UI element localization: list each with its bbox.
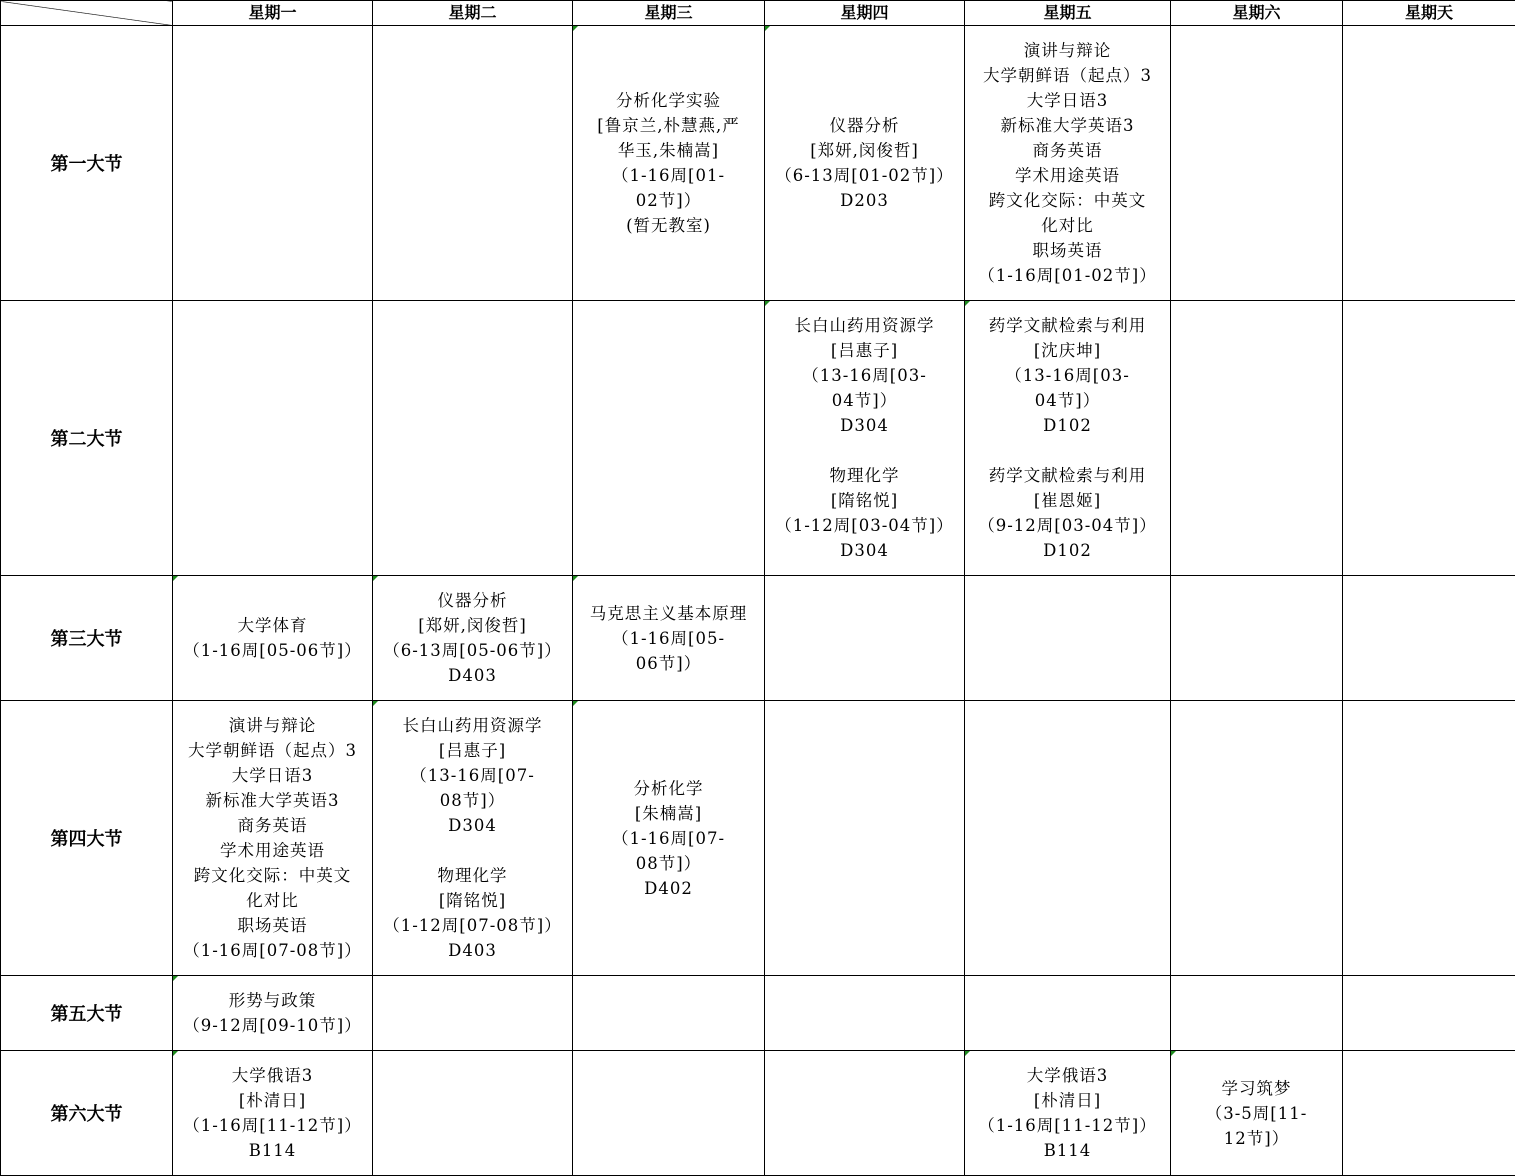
course-cell[interactable] <box>373 976 573 1051</box>
period-row <box>1 1051 1515 1176</box>
course-cell[interactable] <box>1171 26 1343 301</box>
course-cell[interactable] <box>373 26 573 301</box>
course-cell[interactable] <box>373 576 573 701</box>
period-label: 第五大节 <box>1 976 173 1051</box>
course-text: 演讲与辩论 大学朝鲜语（起点）3 大学日语3 新标准大学英语3 商务英语 学术用途英语 跨文化交际：中英文 化对比 职场英语 （1-16周[07-08节]） <box>183 716 362 960</box>
period-label: 第一大节 <box>1 26 173 301</box>
course-cell[interactable] <box>1343 301 1515 576</box>
course-text: 大学俄语3 [朴清日] （1-16周[11-12节]） B114 <box>183 1066 362 1160</box>
comment-marker <box>173 1051 178 1056</box>
course-cell[interactable] <box>173 976 373 1051</box>
course-cell[interactable] <box>173 576 373 701</box>
course-cell[interactable] <box>1171 701 1343 976</box>
course-text: 大学俄语3 [朴清日] （1-16周[11-12节]） B114 <box>978 1066 1157 1160</box>
comment-marker <box>965 301 970 306</box>
course-cell[interactable] <box>173 301 373 576</box>
period-label: 第二大节 <box>1 301 173 576</box>
course-text: 长白山药用资源学 [吕惠子] （13-16周[07- 08节]） D304 物理化学 [隋铭悦] （1-12周[07-08节]） D403 <box>383 716 562 960</box>
course-cell[interactable] <box>765 301 965 576</box>
course-cell[interactable] <box>1343 576 1515 701</box>
comment-marker <box>173 976 178 981</box>
course-cell[interactable] <box>965 301 1171 576</box>
day-header-sat: 星期六 <box>1171 1 1343 26</box>
course-text: 长白山药用资源学 [吕惠子] （13-16周[03- 04节]） D304 物理化学 [隋铭悦] （1-12周[03-04节]） D304 <box>775 316 954 560</box>
course-text: 分析化学 [朱楠嵩] （1-16周[07- 08节]） D402 <box>611 778 726 898</box>
comment-marker <box>765 301 770 306</box>
course-cell[interactable] <box>373 1051 573 1176</box>
course-cell[interactable] <box>965 976 1171 1051</box>
course-cell[interactable] <box>573 701 765 976</box>
course-cell[interactable] <box>173 701 373 976</box>
course-cell[interactable] <box>765 576 965 701</box>
period-row <box>1 976 1515 1051</box>
course-cell[interactable] <box>373 701 573 976</box>
day-header-thu: 星期四 <box>765 1 965 26</box>
course-cell[interactable] <box>573 576 765 701</box>
course-text: 学习筑梦 （3-5周[11- 12节]） <box>1205 1078 1308 1148</box>
course-cell[interactable] <box>1343 701 1515 976</box>
course-cell[interactable] <box>965 26 1171 301</box>
course-text: 马克思主义基本原理 （1-16周[05- 06节]） <box>589 603 748 673</box>
comment-marker <box>573 701 578 706</box>
course-text: 仪器分析 [郑妍,闵俊哲] （6-13周[01-02节]） D203 <box>775 116 954 210</box>
course-text: 分析化学实验 [鲁京兰,朴慧燕,严 华玉,朱楠嵩] （1-16周[01- 02节]） (暂无教室) <box>597 91 740 235</box>
course-cell[interactable] <box>765 701 965 976</box>
course-cell[interactable] <box>1171 1051 1343 1176</box>
period-label: 第六大节 <box>1 1051 173 1176</box>
comment-marker <box>765 26 770 31</box>
course-cell[interactable] <box>1171 576 1343 701</box>
period-row <box>1 701 1515 976</box>
period-label: 第四大节 <box>1 701 173 976</box>
course-cell[interactable] <box>765 976 965 1051</box>
course-cell[interactable] <box>573 976 765 1051</box>
comment-marker <box>173 576 178 581</box>
period-row <box>1 576 1515 701</box>
course-text: 形势与政策 （9-12周[09-10节]） <box>183 991 362 1035</box>
course-cell[interactable] <box>965 576 1171 701</box>
course-cell[interactable] <box>765 26 965 301</box>
course-cell[interactable] <box>173 26 373 301</box>
comment-marker <box>965 1051 970 1056</box>
course-cell[interactable] <box>1343 1051 1515 1176</box>
comment-marker <box>573 26 578 31</box>
course-cell[interactable] <box>1343 26 1515 301</box>
course-text: 药学文献检索与利用 [沈庆坤] （13-16周[03- 04节]） D102 药学文献检索与利用 [崔恩姬] （9-12周[03-04节]） D102 <box>978 316 1157 560</box>
course-cell[interactable] <box>373 301 573 576</box>
day-header-tue: 星期二 <box>373 1 573 26</box>
course-cell[interactable] <box>1343 976 1515 1051</box>
comment-marker <box>373 576 378 581</box>
course-cell[interactable] <box>173 1051 373 1176</box>
course-cell[interactable] <box>573 1051 765 1176</box>
period-label: 第三大节 <box>1 576 173 701</box>
course-text: 仪器分析 [郑妍,闵俊哲] （6-13周[05-06节]） D403 <box>383 591 562 685</box>
course-cell[interactable] <box>573 26 765 301</box>
day-header-sun: 星期天 <box>1343 1 1515 26</box>
course-cell[interactable] <box>765 1051 965 1176</box>
course-text: 大学体育 （1-16周[05-06节]） <box>183 616 362 660</box>
day-header-mon: 星期一 <box>173 1 373 26</box>
day-header-fri: 星期五 <box>965 1 1171 26</box>
course-cell[interactable] <box>965 701 1171 976</box>
comment-marker <box>373 701 378 706</box>
period-row <box>1 26 1515 301</box>
comment-marker <box>573 576 578 581</box>
course-text: 演讲与辩论 大学朝鲜语（起点）3 大学日语3 新标准大学英语3 商务英语 学术用途英语 跨文化交际：中英文 化对比 职场英语 （1-16周[01-02节]） <box>978 41 1157 285</box>
course-cell[interactable] <box>573 301 765 576</box>
course-cell[interactable] <box>965 1051 1171 1176</box>
comment-marker <box>1171 1051 1176 1056</box>
corner-cell <box>1 1 173 26</box>
course-cell[interactable] <box>1171 301 1343 576</box>
course-cell[interactable] <box>1171 976 1343 1051</box>
header-row <box>1 1 1515 26</box>
day-header-wed: 星期三 <box>573 1 765 26</box>
period-row <box>1 301 1515 576</box>
